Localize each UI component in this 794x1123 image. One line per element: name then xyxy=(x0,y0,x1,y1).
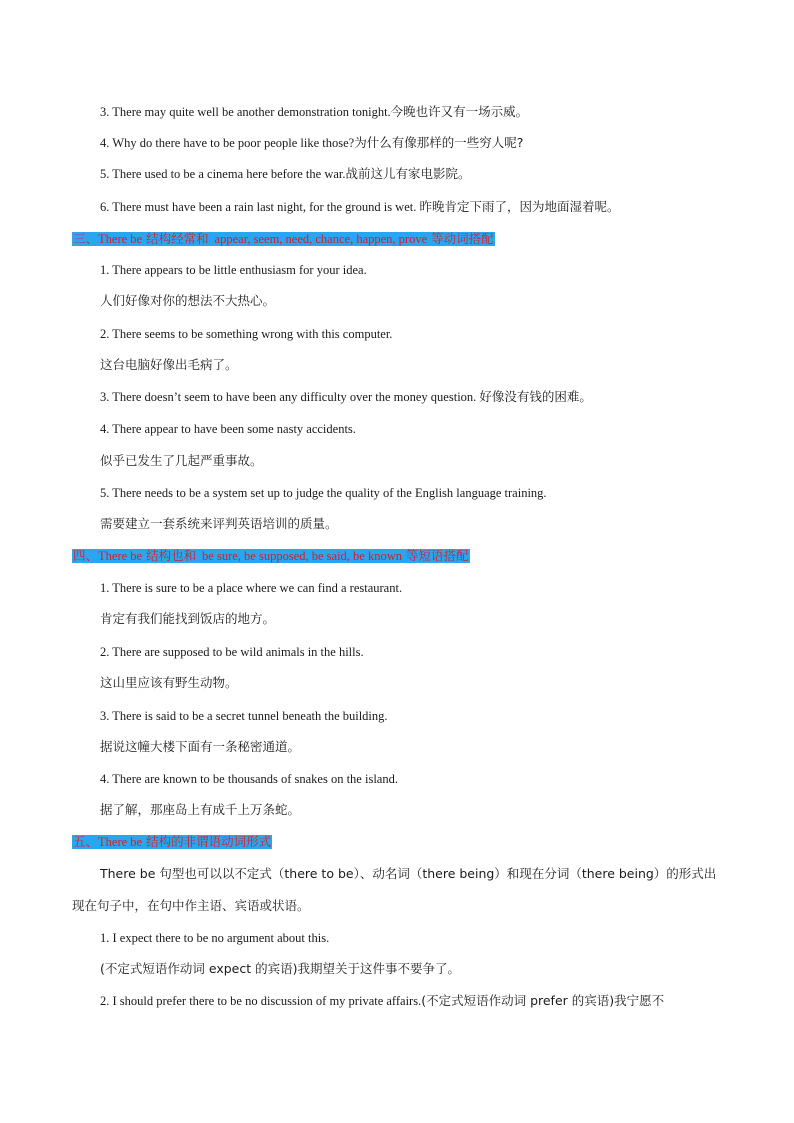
sentence-zh: 昨晚肯定下雨了，因为地面湿着呢。 xyxy=(419,199,620,214)
s4-item-3-zh: 据说这幢大楼下面有一条秘密通道。 xyxy=(100,739,301,754)
sentence-en: 3. There may quite well be another demonstration tonight. xyxy=(100,105,391,119)
section-5-heading xyxy=(72,833,272,851)
s4-item-4-zh: 据了解，那座岛上有成千上万条蛇。 xyxy=(100,802,301,817)
s4-item-3-en: 3. There is said to be a secret tunnel beneath the building. xyxy=(100,709,388,723)
heading-phrases: be sure, be supposed, be said, be known xyxy=(202,549,403,563)
s4-item-2-en: 2. There are supposed to be wild animals in the hills. xyxy=(100,645,364,659)
s3-item-5-en: 5. There needs to be a system set up to judge the quality of the English language training. xyxy=(100,486,547,500)
s3-item-2-en: 2. There seems to be something wrong with this computer. xyxy=(100,327,393,341)
section-4-heading xyxy=(72,547,470,565)
s4-item-2-zh: 这山里应该有野生动物。 xyxy=(100,675,238,690)
sentence-3 xyxy=(100,102,528,122)
sentence-4 xyxy=(100,133,523,153)
heading-text-tail: 等动词搭配 xyxy=(427,231,494,246)
sentence-5 xyxy=(100,164,471,184)
s5-item-2 xyxy=(100,991,664,1011)
heading-there-be: There be xyxy=(98,232,143,246)
s5-item-1-en: 1. I expect there to be no argument about this. xyxy=(100,931,330,945)
heading-text-tail: 等短语搭配 xyxy=(402,548,469,563)
sentence-en: 3. There doesn’t seem to have been any difficulty over the money question. xyxy=(100,390,480,404)
section-3-heading xyxy=(72,230,495,248)
heading-verbs: appear, seem, need, chance, happen, prove xyxy=(214,232,428,246)
sentence-zh: 为什么有像那样的一些穷人呢? xyxy=(354,135,524,150)
s3-item-4-en: 4. There appear to have been some nasty accidents. xyxy=(100,422,356,436)
sentence-en: 4. Why do there have to be poor people like those? xyxy=(100,136,355,150)
heading-number: 四、 xyxy=(73,548,99,563)
heading-number: 五、 xyxy=(73,834,99,849)
sentence-zh: (不定式短语作动词 prefer 的宾语)我宁愿不 xyxy=(421,993,665,1008)
heading-text: 结构经常和 xyxy=(142,231,213,246)
heading-there-be: There be xyxy=(98,835,143,849)
sentence-en: 6. There must have been a rain last night, for the ground is wet. xyxy=(100,200,420,214)
s5-item-1-zh: (不定式短语作动词 expect 的宾语)我期望关于这件事不要争了。 xyxy=(100,961,460,976)
intro-line-1: There be 句型也可以以不定式（there to be）、动名词（there being）和现在分词（there being）的形式出 xyxy=(100,866,717,881)
sentence-zh: 今晚也许又有一场示威。 xyxy=(390,104,529,119)
s4-item-1-en: 1. There is sure to be a place where we can find a restaurant. xyxy=(100,581,403,595)
s3-item-1-en: 1. There appears to be little enthusiasm for your idea. xyxy=(100,263,367,277)
sentence-en: 5. There used to be a cinema here before the war. xyxy=(100,167,346,181)
sentence-zh: 战前这儿有家电影院。 xyxy=(345,166,471,181)
sentence-6 xyxy=(100,197,620,217)
sentence-zh: 好像没有钱的困难。 xyxy=(479,389,592,404)
heading-there-be: There be xyxy=(98,549,143,563)
sentence-en: 2. I should prefer there to be no discussion of my private affairs. xyxy=(100,994,422,1008)
s3-item-3 xyxy=(100,387,592,407)
heading-number: 三、 xyxy=(73,231,99,246)
heading-text: 结构也和 xyxy=(142,548,201,563)
s3-item-5-zh: 需要建立一套系统来评判英语培训的质量。 xyxy=(100,516,338,531)
s3-item-4-zh: 似乎已发生了几起严重事故。 xyxy=(100,453,263,468)
s3-item-2-zh: 这台电脑好像出毛病了。 xyxy=(100,357,238,372)
s4-item-4-en: 4. There are known to be thousands of snakes on the island. xyxy=(100,772,398,786)
intro-line-2: 现在句子中，在句中作主语、宾语或状语。 xyxy=(72,898,310,913)
s4-item-1-zh: 肯定有我们能找到饭店的地方。 xyxy=(100,611,276,626)
section-5-intro xyxy=(72,858,724,922)
heading-text: 结构的非谓语动词形式 xyxy=(142,834,272,849)
s3-item-1-zh: 人们好像对你的想法不大热心。 xyxy=(100,293,276,308)
